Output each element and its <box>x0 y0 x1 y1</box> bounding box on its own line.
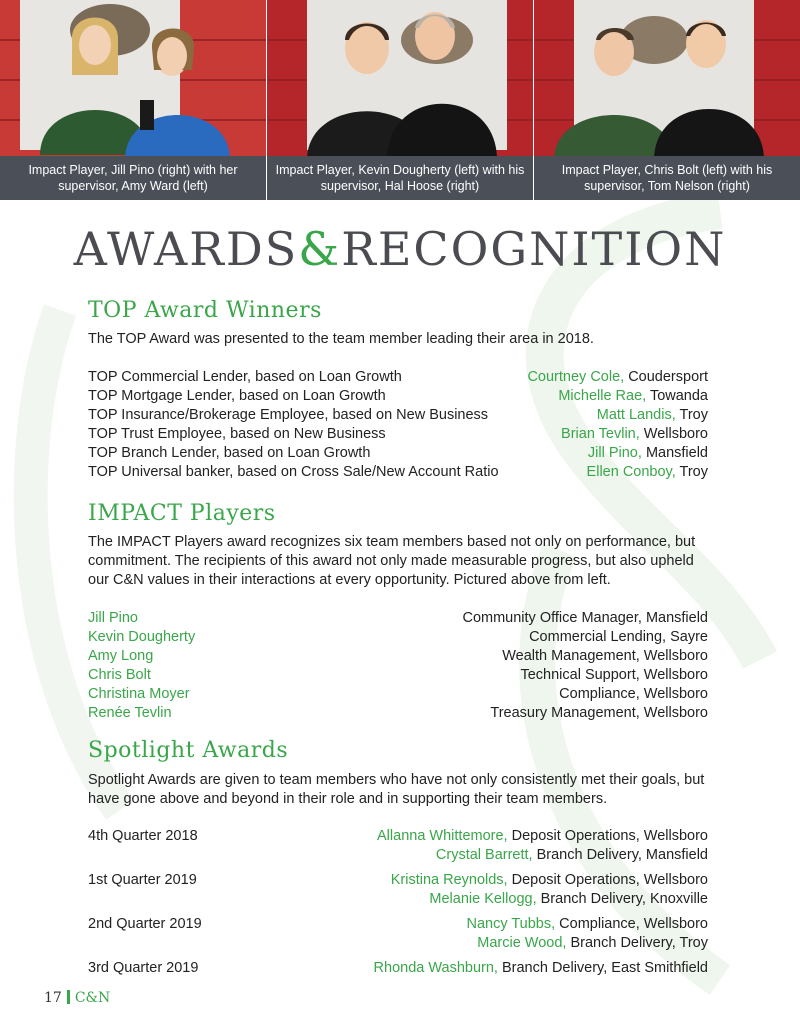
spotlight-detail: Branch Delivery, Knoxville <box>540 891 708 907</box>
impact-intro: The IMPACT Players award recognizes six team members based not only on performance, but commitment. The recipients of this award not only made measurable progress, but also upheld our C&N values in their interactions at every opportunity. Pictured above from left. <box>88 534 696 588</box>
title-part-recognition: RECOGNITION <box>341 222 727 276</box>
spotlight-detail: Compliance, Wellsboro <box>559 916 708 932</box>
photo-jill-pino <box>0 0 266 200</box>
player-name: Renée Tevlin <box>88 705 172 721</box>
winner-place: Coudersport <box>628 369 708 385</box>
photo-caption: Impact Player, Chris Bolt (left) with his supervisor, Tom Nelson (right) <box>534 156 800 200</box>
award-title: TOP Commercial Lender, based on Loan Growth <box>88 369 402 385</box>
photo-kevin-dougherty <box>267 0 533 200</box>
quarter-label: 3rd Quarter 2019 <box>88 960 199 976</box>
spotlight-intro: Spotlight Awards are given to team members who have not only consistently met their goals, but have gone above and beyond in their role and in supporting their team members. <box>88 772 705 807</box>
spotlight-name: Marcie Wood, <box>477 935 567 951</box>
page-number: 17 <box>44 990 62 1006</box>
footer-brand: C&N <box>74 990 111 1006</box>
award-title: TOP Trust Employee, based on New Business <box>88 426 386 442</box>
spotlight-name: Kristina Reynolds, <box>390 872 508 888</box>
player-role: Community Office Manager, Mansfield <box>462 610 708 626</box>
winner-name: Brian Tevlin, <box>561 426 640 442</box>
page-footer <box>44 990 110 1006</box>
player-name: Jill Pino <box>88 610 138 626</box>
player-name: Kevin Dougherty <box>88 629 196 645</box>
photo-caption: Impact Player, Jill Pino (right) with her supervisor, Amy Ward (left) <box>0 156 266 200</box>
award-title: TOP Insurance/Brokerage Employee, based on New Business <box>88 407 489 423</box>
player-name: Christina Moyer <box>88 686 190 702</box>
quarter-label: 1st Quarter 2019 <box>88 872 197 888</box>
winner-name: Jill Pino, <box>587 445 642 461</box>
player-name: Chris Bolt <box>88 667 151 683</box>
award-title: TOP Branch Lender, based on Loan Growth <box>88 445 371 461</box>
spotlight-name: Rhonda Washburn, <box>373 960 498 976</box>
spotlight-detail: Deposit Operations, Wellsboro <box>511 828 708 844</box>
top-awards-intro: The TOP Award was presented to the team member leading their area in 2018. <box>88 331 594 347</box>
title-part-awards: AWARDS <box>73 222 299 276</box>
spotlight-name: Crystal Barrett, <box>435 847 533 863</box>
title-ampersand: & <box>298 222 342 276</box>
page-title <box>0 222 800 276</box>
winner-place: Towanda <box>649 388 708 404</box>
spotlight-name: Melanie Kellogg, <box>429 891 537 907</box>
player-role: Wealth Management, Wellsboro <box>502 648 708 664</box>
winner-name: Michelle Rae, <box>558 388 647 404</box>
winner-name: Ellen Conboy, <box>586 464 676 480</box>
winner-place: Mansfield <box>645 445 708 461</box>
spotlight-name: Nancy Tubbs, <box>466 916 556 932</box>
winner-name: Courtney Cole, <box>527 369 625 385</box>
photo-caption: Impact Player, Kevin Dougherty (left) with his supervisor, Hal Hoose (right) <box>267 156 533 200</box>
spotlight-detail: Branch Delivery, East Smithfield <box>501 960 708 976</box>
spotlight-heading: Spotlight Awards <box>88 738 289 763</box>
photo-strip <box>0 0 800 200</box>
winner-place: Wellsboro <box>643 426 708 442</box>
photo-chris-bolt <box>534 0 800 200</box>
winner-name: Matt Landis, <box>596 407 676 423</box>
winner-place: Troy <box>679 464 708 480</box>
spotlight-name: Allanna Whittemore, <box>377 828 508 844</box>
player-role: Commercial Lending, Sayre <box>529 629 708 645</box>
player-role: Treasury Management, Wellsboro <box>490 705 708 721</box>
spotlight-detail: Branch Delivery, Troy <box>570 935 708 951</box>
footer-divider <box>67 990 70 1004</box>
player-name: Amy Long <box>88 648 154 664</box>
award-title: TOP Universal banker, based on Cross Sale/New Account Ratio <box>88 464 499 480</box>
winner-place: Troy <box>679 407 708 423</box>
award-title: TOP Mortgage Lender, based on Loan Growth <box>88 388 386 404</box>
player-role: Technical Support, Wellsboro <box>520 667 708 683</box>
impact-heading: IMPACT Players <box>88 501 276 526</box>
quarter-label: 2nd Quarter 2019 <box>88 916 202 932</box>
player-role: Compliance, Wellsboro <box>559 686 708 702</box>
quarter-label: 4th Quarter 2018 <box>88 828 198 844</box>
spotlight-detail: Branch Delivery, Mansfield <box>536 847 708 863</box>
top-awards-heading: TOP Award Winners <box>88 298 322 323</box>
spotlight-detail: Deposit Operations, Wellsboro <box>511 872 708 888</box>
